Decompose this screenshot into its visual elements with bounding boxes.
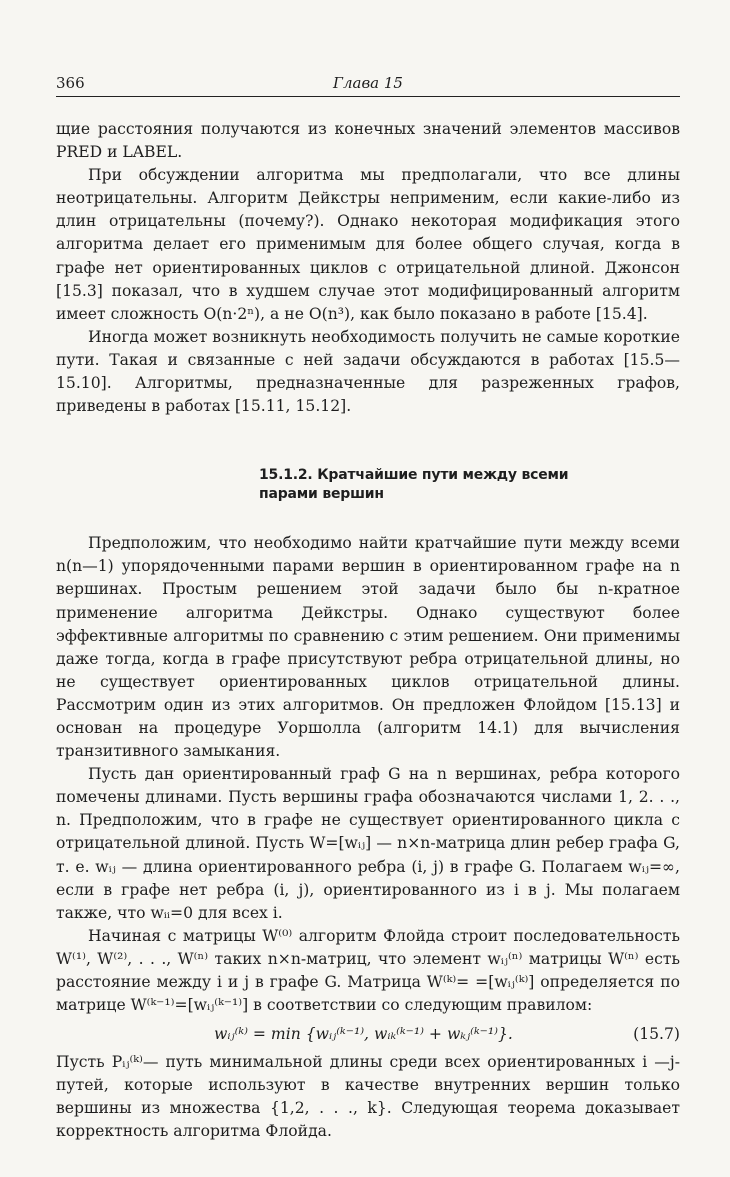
paragraph: щие расстояния получаются из конечных значений элементов массивов PRED и LABEL. xyxy=(56,120,680,162)
equation-number: (15.7) xyxy=(633,1025,680,1044)
paragraph: Начиная с матрицы W⁽⁰⁾ алгоритм Флойда строит последовательность W⁽¹⁾, W⁽²⁾, . . ., W⁽ⁿ⁾ таких n×n-матриц, что элемент wᵢⱼ⁽ⁿ⁾ матрицы W⁽ⁿ⁾ есть расстояние между i и j в графе G. Матрица W⁽ᵏ⁾= =[wᵢⱼ⁽ᵏ⁾] определяется по матрице W⁽ᵏ⁻¹⁾=[wᵢⱼ⁽ᵏ⁻¹⁾] в соответствии со следующим правилом: xyxy=(56,926,680,1015)
paragraph: Пусть дан ориентированный граф G на n вершинах, ребра которого помечены длинами. Пусть вершины графа обозначаются числами 1, 2. . ., n. Предположим, что в графе не существует ориентированного цикла с отрицательной длиной. Пусть W=[wᵢⱼ] — n×n-матрица длин ребер графа G, т. е. wᵢⱼ — длина ориентированного ребра (i, j) в графе G. Полагаем wᵢⱼ=∞, если в графе нет ребра (i, j), ориентированного из i в j. Мы полагаем также, что wᵢᵢ=0 для всех i. xyxy=(56,765,680,922)
section-heading xyxy=(56,466,680,504)
paragraph: При обсуждении алгоритма мы предполагали, что все длины неотрицательны. Алгоритм Дейкстры неприменим, если какие-либо из длин отрицательны (почему?). Однако некоторая модификация этого алгоритма делает его применимым для более общего случая, когда в графе нет ориентированных циклов с отрицательной длиной. Джонсон [15.3] показал, что в худшем случае этот модифицированный алгоритм имеет сложность O(n·2ⁿ), а не O(n³), как было показано в работе [15.4]. xyxy=(56,166,680,323)
paragraph: Иногда может возникнуть необходимость получить не самые короткие пути. Такая и связанные с ней задачи обсуждаются в работах [15.5—15.10]. Алгоритмы, предназначенные для разреженных графов, приведены в работах [15.11, 15.12]. xyxy=(56,327,680,416)
paragraph: Предположим, что необходимо найти кратчайшие пути между всеми n(n—1) упорядоченными парами вершин в ориентированном графе на n вершинах. Простым решением этой задачи было бы n-кратное применение алгоритма Дейкстры. Однако существуют более эффективные алгоритмы по сравнению с этим решением. Они применимы даже тогда, когда в графе присутствуют ребра отрицательной длины, но не существует ориентированных циклов отрицательной длины. Рассмотрим один из этих алгоритмов. Он предложен Флойдом [15.13] и основан на процедуре Уоршолла (алгоритм 14.1) для вычисления транзитивного замыкания. xyxy=(56,534,680,761)
equation-expression: wᵢⱼ⁽ᵏ⁾ = min {wᵢⱼ⁽ᵏ⁻¹⁾, wᵢₖ⁽ᵏ⁻¹⁾ + wₖⱼ⁽ᵏ⁻¹⁾}. xyxy=(214,1025,513,1044)
section-heading-line: парами вершин xyxy=(259,486,384,503)
paragraph: Пусть Pᵢⱼ⁽ᵏ⁾— путь минимальной длины среди всех ориентированных i —j-путей, которые используют в качестве внутренних вершин только вершины из множества {1,2, . . ., k}. Следующая теорема доказывает корректность алгоритма Флойда. xyxy=(56,1053,680,1141)
section-heading-line: 15.1.2. Кратчайшие пути между всеми xyxy=(259,467,569,484)
page-body xyxy=(56,118,680,1144)
page-number: 366 xyxy=(56,74,85,92)
equation xyxy=(56,1017,680,1051)
running-header xyxy=(56,70,680,97)
chapter-title: Глава 15 xyxy=(333,74,403,92)
